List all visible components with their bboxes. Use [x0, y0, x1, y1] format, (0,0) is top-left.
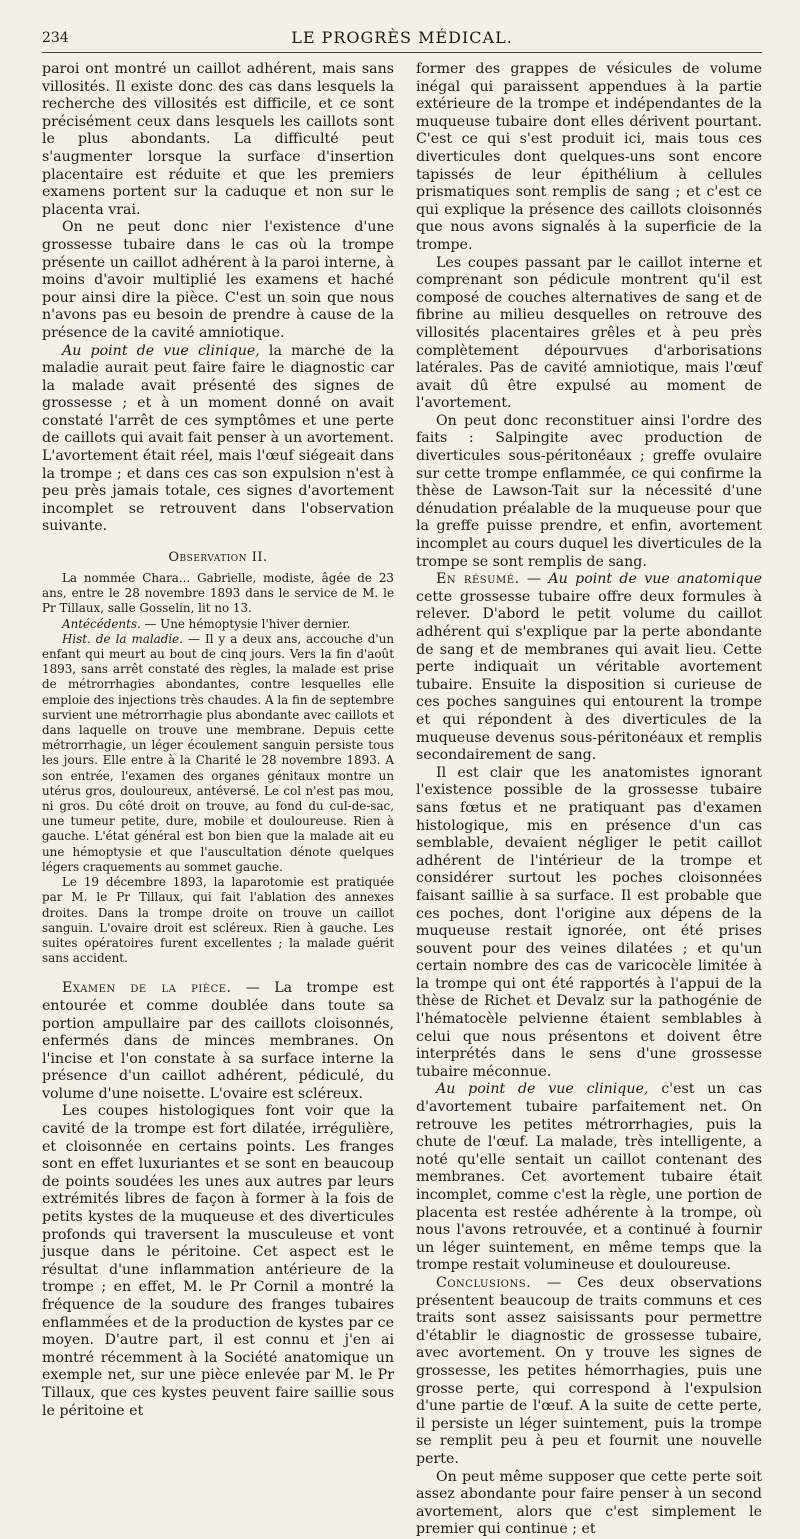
paragraph: Au point de vue clinique, c'est un cas d'avortement tubaire parfaitement net. On retrouve les petites métrorrhagies, puis la chute de l'œuf. La malade, très intelligente, a noté qu'elle sentait un caillot contenant des membranes. Cet avortement tubaire était incomplet, comme c'est la règle, une portion de placenta est restée adhérente à la trompe, où nous l'avons retrouvée, et a continué à fournir un léger suintement, en même temps que la trompe restait volumineuse et douloureuse.: [416, 1081, 762, 1274]
running-title: LE PROGRÈS MÉDICAL.: [291, 28, 513, 47]
paragraph: Au point de vue clinique, la marche de la maladie aurait peut faire faire le diagnostic car la malade avait présenté des signes de grossesse ; et à un moment donné on avait constaté l'arrêt de ces symptômes et une perte de caillots qui avait fait penser à un avortement. L'avortement était réel, mais l'œuf siégeait dans la trompe ; et dans ces cas son expulsion n'est à peu près jamais totale, ces signes d'avortement incomplet se retrouvent dans l'observation suivante.: [42, 342, 394, 535]
laparotomy: Le 19 décembre 1893, la laparotomie est pratiquée par M. le Pr Tillaux, qui fait l'ablation des annexes droites. Dans la trompe droite on trouve un caillot sanguin. L'ovaire droit est scléreux. Rien à gauche. Les suites opératoires furent excellentes ; la malade guérit sans accident.: [42, 875, 394, 966]
paragraph: On peut donc reconstituer ainsi l'ordre des faits : Salpingite avec production de diverticules sous-péritonéaux ; greffe ovulaire sur cette trompe enflammée, ce qui confirme la thèse de Lawson-Tait sur la nécessité d'une dénudation préalable de la muqueuse pour que la greffe puisse prendre, et enfin, avortement incomplet au cours duquel les diverticules de la trompe se sont remplis de sang.: [416, 412, 762, 570]
antecedents: Antécédents. — Une hémoptysie l'hiver dernier.: [62, 616, 351, 631]
paragraph: Les coupes histologiques font voir que la cavité de la trompe est fort dilatée, irrégulière, et cloisonnée en certains points. Les franges sont en effet luxuriantes et se sont en beaucoup de points soudées les unes aux autres par leurs extrémités libres de façon à former à la fois de petits kystes de la muqueuse et des diverticules profonds qui traversent la musculeuse et vont jusque dans le péritoine. Cet aspect est le résultat d'une inflammation antérieure de la trompe ; en effet, M. le Pr Cornil a montré la fréquence de la soudure des franges tubaires enflammées et de la production de kystes par ce moyen. D'autre part, il est connu et j'en ai montré récemment à la Société anatomique un exemple net, sur une pièce enlevée par M. le Pr Tillaux, que ces kystes peuvent faire saillie sous le péritoine et: [42, 1103, 394, 1419]
paragraph: On ne peut donc nier l'existence d'une grossesse tubaire dans le cas où la trompe présente un caillot adhérent à la paroi interne, à moins d'avoir multiplié les examens et haché pour ainsi dire la pièce. C'est un soin que nous n'avons pas eu besoin de prendre à cause de la présence de la cavité amniotique.: [42, 219, 394, 341]
page-header: [42, 22, 762, 53]
resume-paragraph: En résumé. — Au point de vue anatomique cette grossesse tubaire offre deux formules à relever. D'abord le petit volume du caillot adhérent qui s'explique par la perte abondante de sang et de membranes qui avait lieu. Cette perte indiquait un véritable avortement tubaire. Ensuite la disposition si curieuse de ces poches sanguines qui entourent la trompe et qui répondent à des diverticules de la muqueuse devenus sous-péritonéaux et remplis secondairement de sang.: [416, 571, 762, 764]
conclusions-paragraph: Conclusions. — Ces deux observations présentent beaucoup de traits communs et ces traits sont assez saisissants pour permettre d'établir le diagnostic de grossesse tubaire, avec avortement. On y trouve les signes de grossesse, les petites hémorrhagies, puis une grosse perte, qui correspond à l'expulsion d'une partie de l'œuf. A la suite de cette perte, il persiste un léger suintement, puis la trompe se remplit peu à peu et fournit une nouvelle perte.: [416, 1274, 762, 1467]
paragraph: former des grappes de vésicules de volume inégal qui paraissent appendues à la partie extérieure de la trompe et indépendantes de la muqueuse tubaire dont elles dérivent pourtant. C'est ce qui s'est produit ici, mais tous ces diverticules dont quelques-uns sont encore tapissés de leur épithélium à cellules prismatiques sont remplis de sang ; et c'est ce qui explique la présence des caillots cloisonnés que nous avons signalés à la superficie de la trompe.: [416, 61, 762, 253]
paragraph: Les coupes passant par le caillot interne et comprenant son pédicule montrent qu'il est composé de couches alternatives de sang et de fibrine au milieu desquelles on retrouve des villosités placentaires grêles et à peu près complètement dépourvues d'arborisations latérales. Pas de cavité amniotique, mais l'œuf avait dû être expulsé au moment de l'avortement.: [416, 254, 762, 412]
right-column: [416, 61, 762, 1539]
paragraph: Il est clair que les anatomistes ignorant l'existence possible de la grossesse tubaire sans fœtus et ne pratiquant pas d'examen histologique, mis en présence d'un cas semblable, devaient négliger le petit caillot adhérent de l'intérieur de la trompe et considérer surtout les poches cloisonnées faisant saillie à sa surface. Il est probable que ces poches, dont l'origine aux dépens de la muqueuse restait ignorée, ont été prises souvent pour des veines dilatées ; et qu'un certain nombre des cas de varicocèle limitée à la trompe qui ont été rapportés à l'appui de la thèse de Richet et Devalz sur la pathogénie de l'hématocèle pelvienne étaient semblables à celui que nous présentons et doivent être interprétés dans le sens d'une grossesse tubaire méconnue.: [416, 764, 762, 1080]
exam-paragraph: Examen de la pièce. — La trompe est entourée et comme doublée dans toute sa portion ampullaire par des caillots cloisonnés, enfermés dans de minces membranes. On l'incise et l'on constate à sa surface interne la présence d'un caillot adhérent, pédiculé, du volume d'une noisette. L'ovaire est scléreux.: [42, 980, 394, 1102]
italic-lead: Au point de vue clinique,: [62, 342, 260, 359]
spacer: [42, 966, 394, 980]
history: Hist. de la maladie. — Il y a deux ans, accouche d'un enfant qui meurt au bout de cinq jours. Vers la fin d'août 1893, sans arrêt constaté des règles, la malade est prise de métrorrhagies abondantes, contre lesquelles elle emploie des injections très chaudes. A la fin de septembre survient une métrorrhagie plus abondante avec caillots et dans laquelle on trouve une membrane. Depuis cette métrorrhagie, un léger écoulement sanguin persiste tous les jours. Elle entre à la Charité le 28 novembre 1893. A son entrée, l'examen des organes génitaux montre un utérus gros, douloureux, antéversé. Le col n'est pas mou, ni gros. Du côté droit on trouve, au fond du cul-de-sac, une tumeur petite, dure, mobile et douloureuse. Rien à gauche. L'état général est bon bien que la malade ait eu une hémoptysie et que l'auscultation dénote quelques légers craquements au sommet gauche.: [42, 631, 395, 874]
text-columns: [42, 61, 762, 1539]
paragraph: paroi ont montré un caillot adhérent, mais sans villosités. Il existe donc des cas dans lesquels la recherche des villosités est difficile, et ce sont précisément ceux dans lesquels les caillots sont le plus abondants. La difficulté peut s'augmenter lorsque la surface d'insertion placentaire est réduite et que les premiers examens portent sur la caduque et non sur le placenta vrai.: [42, 61, 394, 218]
paragraph: On peut même supposer que cette perte soit assez abondante pour faire penser à un second avortement, alors que c'est simplement le premier qui continue ; et: [416, 1468, 762, 1538]
observation-intro: La nommée Chara... Gabrielle, modiste, âgée de 23 ans, entre le 28 novembre 1893 dans le service de M. le Pr Tillaux, salle Gosselin, lit no 13.: [42, 571, 394, 616]
page-number: 234: [42, 30, 69, 46]
left-column: [42, 61, 394, 1539]
observation-title: Observation II.: [168, 550, 268, 566]
